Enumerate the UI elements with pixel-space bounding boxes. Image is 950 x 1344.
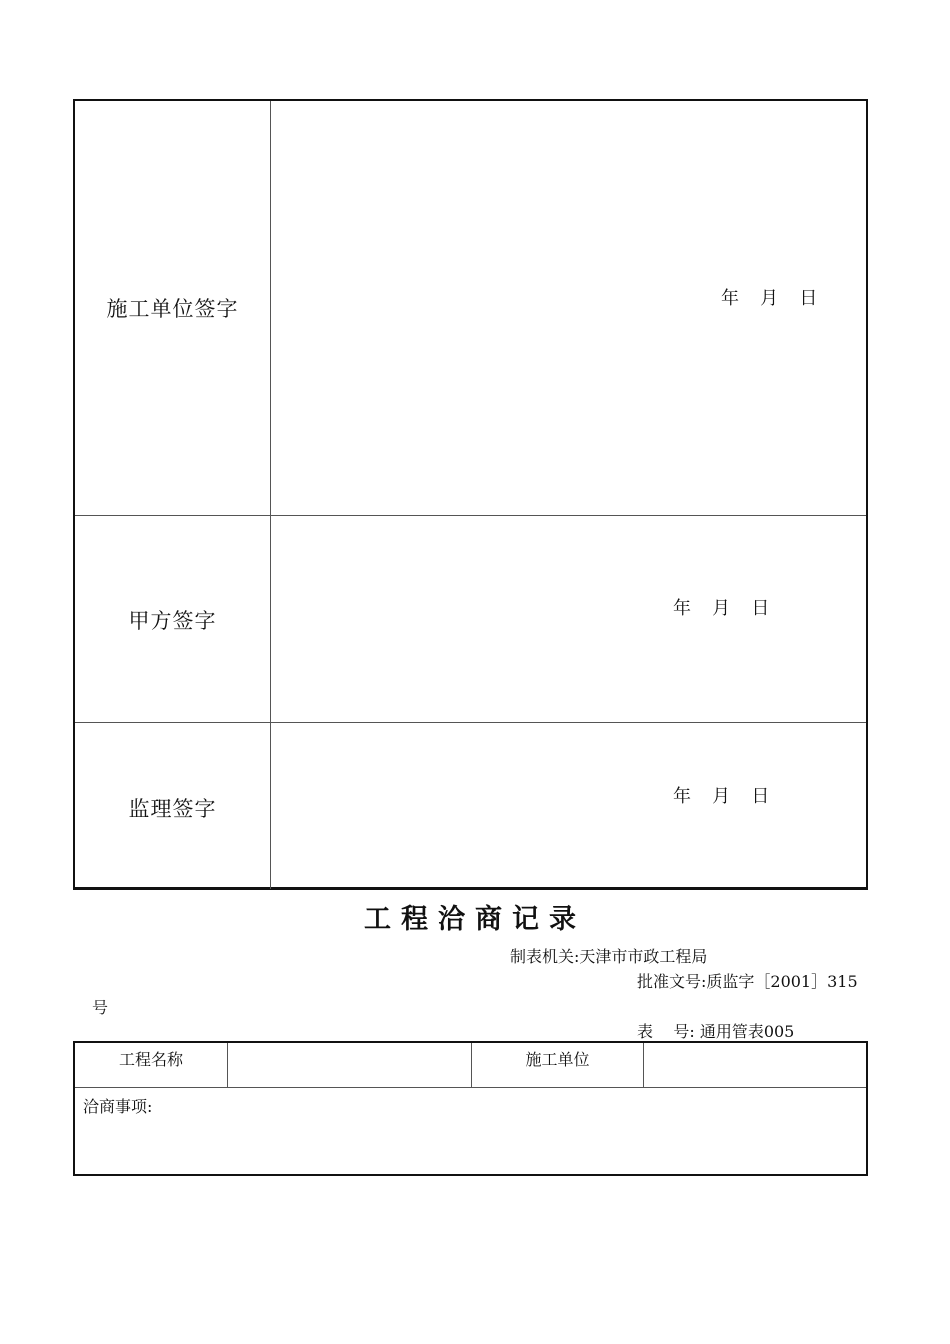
issuer-text: 制表机关:天津市市政工程局 — [510, 947, 708, 966]
signature-date: 年 月 日 — [721, 288, 819, 309]
form-title: 工程洽商记录 — [364, 904, 586, 935]
contractor-field[interactable] — [643, 1043, 866, 1088]
column-divider — [270, 723, 271, 889]
signature-table — [73, 99, 868, 890]
signature-date: 年 月 日 — [673, 786, 771, 807]
signature-row-contractor — [75, 101, 866, 515]
project-name-field[interactable] — [227, 1043, 471, 1088]
approval-number-suffix: 号 — [92, 998, 109, 1017]
column-divider — [270, 516, 271, 722]
signature-label: 甲方签字 — [128, 609, 217, 633]
approval-number: 批准文号:质监字［2001］315 — [637, 972, 858, 991]
signature-row-supervisor — [75, 722, 866, 889]
signature-label: 施工单位签字 — [106, 297, 239, 321]
matters-label: 洽商事项: — [83, 1097, 153, 1116]
contractor-label: 施工单位 — [471, 1043, 643, 1088]
form-number: 表 号: 通用管表005 — [637, 1022, 795, 1041]
signature-row-owner — [75, 515, 866, 722]
consultation-form-table — [73, 1041, 868, 1176]
project-name-label: 工程名称 — [118, 1050, 183, 1069]
signature-label: 监理签字 — [128, 797, 217, 821]
signature-date: 年 月 日 — [673, 598, 771, 619]
column-divider — [270, 101, 271, 515]
form-header-row — [75, 1043, 866, 1088]
